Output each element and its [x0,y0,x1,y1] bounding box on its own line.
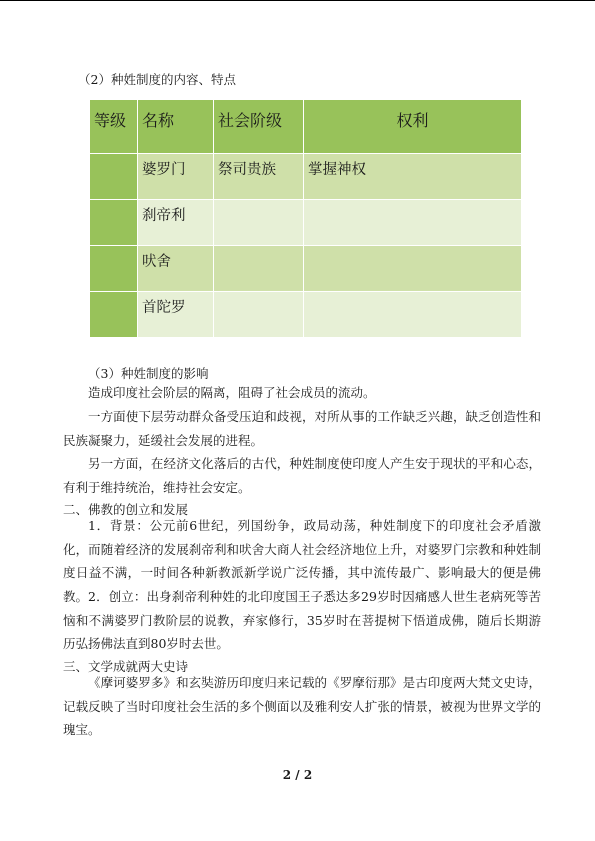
table-cell [214,292,304,338]
table-cell [304,246,522,292]
table-cell: 掌握神权 [304,154,522,200]
table-cell: 吠舍 [138,246,214,292]
buddhism-founding: 2．创立：出身刹帝利种姓的北印度国王子悉达多29岁时因痛感人世生老病死等苦恼和不满婆罗门教阶层的说教，弃家修行，35岁时在菩提树下悟道成佛，随后长期游历弘扬佛法直到80岁时去世。 [63,589,541,651]
table-cell: 首陀罗 [138,292,214,338]
table-cell [214,246,304,292]
table-cell [90,200,138,246]
page-number: 2 / 2 [282,768,313,782]
section-3-title: （3）种姓制度的影响 [88,366,209,381]
table-row [90,154,522,200]
literature-paragraph: 《摩诃婆罗多》和玄奘游历印度归来记载的《罗摩衍那》是古印度两大梵文史诗，记载反映了当时印度社会生活的多个侧面以及雅利安人扩张的情景，被视为世界文学的瑰宝。 [63,675,541,737]
table-row [90,246,522,292]
table-cell: 祭司贵族 [214,154,304,200]
table-cell [214,200,304,246]
section-2-title: （2）种姓制度的内容、特点 [78,72,236,87]
literature-heading: 三、文学成就两大史诗 [63,659,189,674]
table-cell [304,200,522,246]
header-rights: 权利 [304,100,522,154]
caste-table [89,99,522,338]
table-cell [90,292,138,338]
table-cell: 刹帝利 [138,200,214,246]
table-row [90,292,522,338]
header-rule [0,0,595,1]
table-cell [90,246,138,292]
influence-paragraph-3: 另一方面，在经济文化落后的古代，种姓制度使印度人产生安于现状的平和心态，有利于维持统治，维持社会安定。 [63,456,541,495]
influence-paragraph-1: 造成印度社会阶层的隔离，阻碍了社会成员的流动。 [88,385,376,400]
table-cell [304,292,522,338]
buddhism-heading: 二、佛教的创立和发展 [63,502,189,517]
header-rank: 等级 [90,100,138,154]
table-cell: 婆罗门 [138,154,214,200]
table-row [90,200,522,246]
buddhism-background: 1．背景：公元前6世纪，列国纷争，政局动荡，种姓制度下的印度社会矛盾激化，而随着经济的发展刹帝利和吠舍大商人社会经济地位上升，对婆罗门宗教和种姓制度日益不满，一时间各种新教派新学说广泛传播，其中流传最广、影响最大的便是佛教。 [63,518,541,604]
header-name: 名称 [138,100,214,154]
table-cell [90,154,138,200]
header-class: 社会阶级 [214,100,304,154]
influence-paragraph-2: 一方面使下层劳动群众备受压迫和歧视，对所从事的工作缺乏兴趣，缺乏创造性和民族凝聚力，延缓社会发展的进程。 [63,409,541,448]
table-header-row [90,100,522,154]
